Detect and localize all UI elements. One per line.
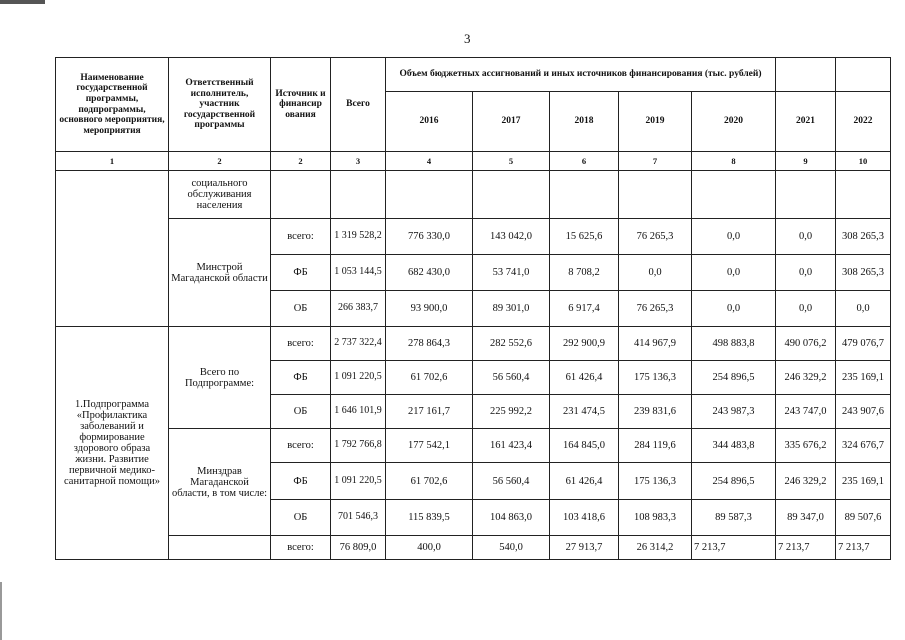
- header-source: Источник и финансир ования: [271, 58, 331, 152]
- value-cell: 243 987,3: [692, 395, 776, 429]
- source-cell: всего:: [271, 219, 331, 255]
- value-cell: 324 676,7: [836, 429, 891, 463]
- index-cell: 9: [776, 152, 836, 171]
- value-cell: 282 552,6: [473, 327, 550, 361]
- total-cell: 76 809,0: [331, 536, 386, 560]
- total-cell: 266 383,7: [331, 291, 386, 327]
- total-cell: 1 091 220,5: [331, 463, 386, 500]
- empty-cell: [331, 171, 386, 219]
- total-cell: 1 319 528,2: [331, 219, 386, 255]
- value-cell: 93 900,0: [386, 291, 473, 327]
- value-cell: 164 845,0: [550, 429, 619, 463]
- value-cell: 278 864,3: [386, 327, 473, 361]
- empty-cell: [776, 171, 836, 219]
- header-executor: Ответственный исполнитель, участник государственной программы: [169, 58, 271, 152]
- value-cell: 161 423,4: [473, 429, 550, 463]
- source-cell: всего:: [271, 536, 331, 560]
- value-cell: 27 913,7: [550, 536, 619, 560]
- value-cell: 414 967,9: [619, 327, 692, 361]
- executor-cell: Всего по Подпрограмме:: [169, 327, 271, 429]
- value-cell: 490 076,2: [776, 327, 836, 361]
- corner-mark: [0, 0, 45, 4]
- source-cell: ОБ: [271, 500, 331, 536]
- value-cell: 231 474,5: [550, 395, 619, 429]
- empty-cell: [619, 171, 692, 219]
- index-cell: 5: [473, 152, 550, 171]
- header-total: Всего: [331, 58, 386, 152]
- header-year: 2018: [550, 92, 619, 152]
- source-cell: ОБ: [271, 395, 331, 429]
- total-cell: 1 792 766,8: [331, 429, 386, 463]
- header-empty: [776, 58, 836, 92]
- source-cell: ФБ: [271, 361, 331, 395]
- value-cell: 335 676,2: [776, 429, 836, 463]
- value-cell: 243 907,6: [836, 395, 891, 429]
- value-cell: 89 301,0: [473, 291, 550, 327]
- value-cell: 254 896,5: [692, 463, 776, 500]
- source-cell: всего:: [271, 429, 331, 463]
- value-cell: 0,0: [776, 255, 836, 291]
- value-cell: 479 076,7: [836, 327, 891, 361]
- value-cell: 56 560,4: [473, 463, 550, 500]
- edge-mark: [0, 582, 2, 640]
- budget-table: [55, 57, 891, 560]
- value-cell: 56 560,4: [473, 361, 550, 395]
- value-cell: 115 839,5: [386, 500, 473, 536]
- index-cell: 10: [836, 152, 891, 171]
- value-cell: 308 265,3: [836, 219, 891, 255]
- header-empty: [836, 58, 891, 92]
- empty-cell: [386, 171, 473, 219]
- source-cell: ОБ: [271, 291, 331, 327]
- value-cell: 89 347,0: [776, 500, 836, 536]
- value-cell: 7 213,7: [836, 536, 891, 560]
- source-cell: ФБ: [271, 255, 331, 291]
- value-cell: 0,0: [692, 219, 776, 255]
- value-cell: 0,0: [776, 219, 836, 255]
- value-cell: 53 741,0: [473, 255, 550, 291]
- executor-cell: Минстрой Магаданской области: [169, 219, 271, 327]
- header-year: 2019: [619, 92, 692, 152]
- empty-cell: [473, 171, 550, 219]
- index-cell: 7: [619, 152, 692, 171]
- value-cell: 246 329,2: [776, 361, 836, 395]
- value-cell: 498 883,8: [692, 327, 776, 361]
- value-cell: 400,0: [386, 536, 473, 560]
- index-cell: 1: [56, 152, 169, 171]
- value-cell: 225 992,2: [473, 395, 550, 429]
- value-cell: 344 483,8: [692, 429, 776, 463]
- executor-cell: Минздрав Магаданской области, в том числе:: [169, 429, 271, 536]
- value-cell: 104 863,0: [473, 500, 550, 536]
- index-cell: 2: [271, 152, 331, 171]
- value-cell: 26 314,2: [619, 536, 692, 560]
- value-cell: 6 917,4: [550, 291, 619, 327]
- value-cell: 0,0: [776, 291, 836, 327]
- value-cell: 284 119,6: [619, 429, 692, 463]
- value-cell: 61 702,6: [386, 361, 473, 395]
- value-cell: 0,0: [692, 291, 776, 327]
- value-cell: 61 702,6: [386, 463, 473, 500]
- empty-cell: [692, 171, 776, 219]
- program-cell-empty: [56, 171, 169, 327]
- value-cell: 108 983,3: [619, 500, 692, 536]
- value-cell: 540,0: [473, 536, 550, 560]
- value-cell: 235 169,1: [836, 463, 891, 500]
- value-cell: 89 507,6: [836, 500, 891, 536]
- value-cell: 175 136,3: [619, 463, 692, 500]
- index-cell: 6: [550, 152, 619, 171]
- value-cell: 0,0: [836, 291, 891, 327]
- value-cell: 76 265,3: [619, 219, 692, 255]
- total-cell: 2 737 322,4: [331, 327, 386, 361]
- header-program: Наименование государственной программы, подпрограммы, основного мероприятия, мероприятия: [56, 58, 169, 152]
- header-year: 2016: [386, 92, 473, 152]
- header-year: 2017: [473, 92, 550, 152]
- empty-cell: [550, 171, 619, 219]
- value-cell: 246 329,2: [776, 463, 836, 500]
- total-cell: 1 091 220,5: [331, 361, 386, 395]
- page-number: 3: [464, 31, 471, 46]
- value-cell: 89 587,3: [692, 500, 776, 536]
- index-cell: 2: [169, 152, 271, 171]
- value-cell: 776 330,0: [386, 219, 473, 255]
- total-cell: 1 646 101,9: [331, 395, 386, 429]
- index-cell: 8: [692, 152, 776, 171]
- total-cell: 1 053 144,5: [331, 255, 386, 291]
- value-cell: 76 265,3: [619, 291, 692, 327]
- value-cell: 239 831,6: [619, 395, 692, 429]
- value-cell: 143 042,0: [473, 219, 550, 255]
- empty-cell: [836, 171, 891, 219]
- value-cell: 217 161,7: [386, 395, 473, 429]
- value-cell: 61 426,4: [550, 361, 619, 395]
- header-year: 2020: [692, 92, 776, 152]
- header-year: 2022: [836, 92, 891, 152]
- value-cell: 308 265,3: [836, 255, 891, 291]
- empty-cell: [169, 536, 271, 560]
- index-cell: 4: [386, 152, 473, 171]
- value-cell: 254 896,5: [692, 361, 776, 395]
- value-cell: 235 169,1: [836, 361, 891, 395]
- subprogram-name: 1.Подпрограмма «Профилактика заболеваний и формирование здорового образа жизни. Развитие первичной медико-санитарной помощи»: [56, 327, 169, 560]
- header-volume: Объем бюджетных ассигнований и иных источников финансирования (тыс. рублей): [386, 58, 776, 92]
- value-cell: 103 418,6: [550, 500, 619, 536]
- value-cell: 177 542,1: [386, 429, 473, 463]
- value-cell: 0,0: [619, 255, 692, 291]
- empty-cell: [271, 171, 331, 219]
- value-cell: 292 900,9: [550, 327, 619, 361]
- source-cell: ФБ: [271, 463, 331, 500]
- value-cell: 7 213,7: [692, 536, 776, 560]
- value-cell: 7 213,7: [776, 536, 836, 560]
- value-cell: 243 747,0: [776, 395, 836, 429]
- source-cell: всего:: [271, 327, 331, 361]
- value-cell: 61 426,4: [550, 463, 619, 500]
- value-cell: 682 430,0: [386, 255, 473, 291]
- value-cell: 175 136,3: [619, 361, 692, 395]
- value-cell: 0,0: [692, 255, 776, 291]
- value-cell: 8 708,2: [550, 255, 619, 291]
- total-cell: 701 546,3: [331, 500, 386, 536]
- header-year: 2021: [776, 92, 836, 152]
- value-cell: 15 625,6: [550, 219, 619, 255]
- executor-cell: социального обслуживания населения: [169, 171, 271, 219]
- index-cell: 3: [331, 152, 386, 171]
